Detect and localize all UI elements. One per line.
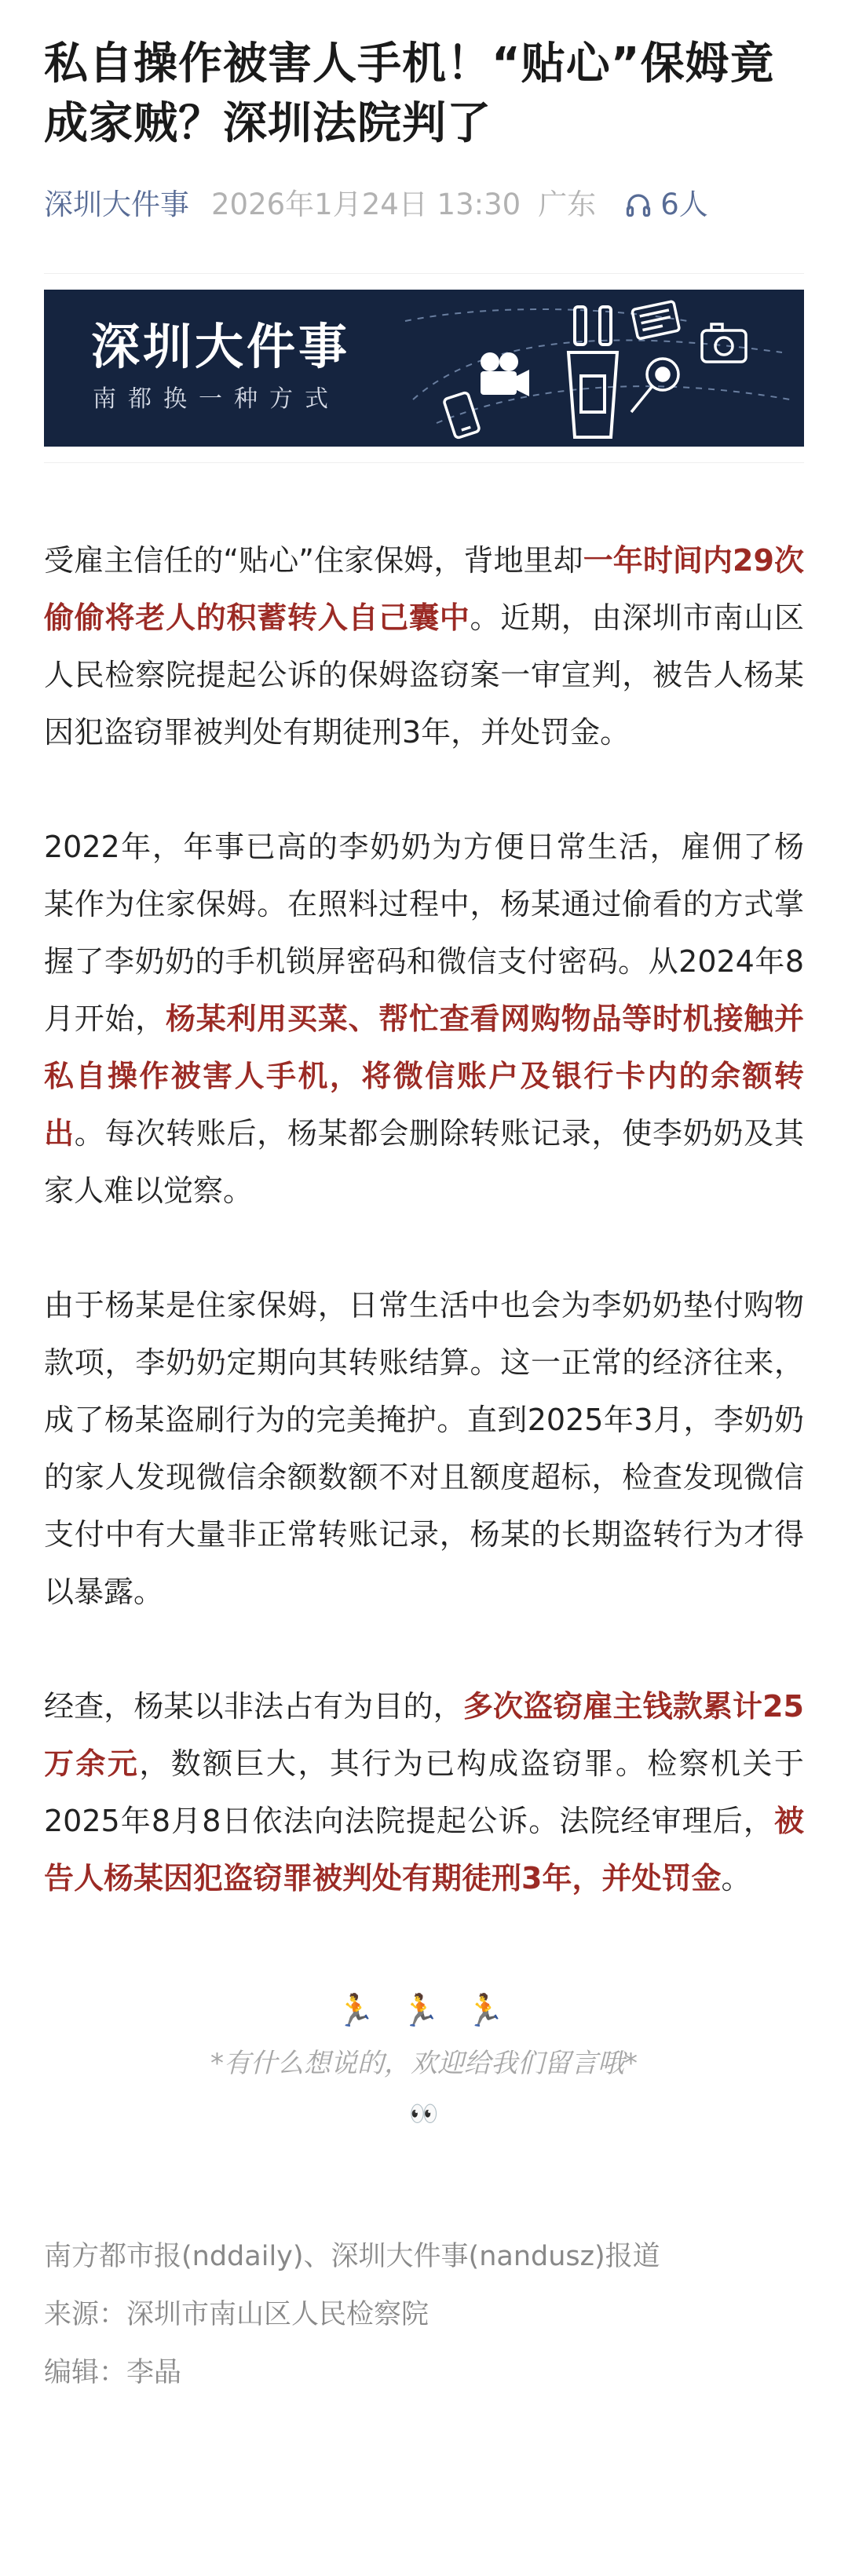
running-emoji-row: 🏃 🏃 🏃 [335,1993,513,2029]
publish-region: 广东 [538,188,597,221]
paragraph-highlight: 杨某利用买菜、帮忙查看网购物品等时机接触并私自操作被害人手机，将微信账户及银行卡内的余额转出 [44,1002,804,1151]
credit-editor: 编辑：李晶 [44,2357,182,2388]
paragraph-text: 由于杨某是住家保姆，日常生活中也会为李奶奶垫付购物款项，李奶奶定期向其转账结算。这一正常的经济往来，成了杨某盗刷行为的完美掩护。直到2025年3月，李奶奶的家人发现微信余额数额不对且额度超标，检查发现微信支付中有大量非正常转账记录，杨某的长期盗转行为才得以暴露。 [44,1288,804,1609]
newspaper-icon [632,301,680,339]
article-title: 私自操作被害人手机！“贴心”保姆竟成家贼？深圳法院判了 [44,38,775,149]
credit-report: 南方都市报(nddaily)、深圳大件事(nandusz)报道 [44,2241,660,2272]
account-name-link[interactable]: 深圳大件事 [44,188,189,221]
publish-datetime: 2026年1月24日 13:30 [211,188,521,221]
paragraph-highlight: 被告人杨某因犯盗窃罪被判处有期徒刑3年，并处罚金 [44,1804,804,1896]
article-meta [44,185,804,224]
microphone-tower-icon [568,307,617,437]
banner-image [44,290,804,447]
paragraph [44,819,804,1220]
paragraph-text: 2022年，年事已高的李奶奶为方便日常生活，雇佣了杨某作为住家保姆。在照料过程中，杨某通过偷看的方式掌握了李奶奶的手机锁屏密码和微信支付密码。从2024年8月开始， [44,830,804,1036]
camera-icon [702,324,746,362]
paragraph-text: ，数额巨大，其行为已构成盗窃罪。检察机关于2025年8月8日依法向法院提起公诉。法院经审理后， [44,1746,804,1838]
paragraph-text: 。近期，由深圳市南山区人民检察院提起公诉的保姆盗窃案一审宣判，被告人杨某因犯盗窃罪被判处有期徒刑3年，并处罚金。 [44,600,804,750]
banner-slogan: 南都换一种方式 [93,385,340,413]
video-camera-icon [481,352,529,396]
article-credits [44,2228,804,2402]
headphones-icon [624,191,652,219]
listeners-count: 6人 [660,188,708,221]
paragraph [44,1277,804,1621]
listen-button[interactable] [624,185,708,224]
paragraph-highlight: 一年时间内29次偷偷将老人的积蓄转入自己囊中 [44,543,805,635]
paragraph-text: 受雇主信任的“贴心”住家保姆，背地里却 [44,543,583,578]
smartphone-icon [444,392,481,438]
paragraph [44,1678,804,1907]
paragraph-text: 。每次转账后，杨某都会删除转账记录，使李奶奶及其家人难以觉察。 [44,1116,804,1208]
banner-brand: 深圳大件事 [91,318,351,375]
comment-hint: *有什么想说的，欢迎给我们留言哦* [210,2048,638,2079]
eyes-emoji: 👀 [409,2100,439,2128]
paragraph-text: 经查，杨某以非法占有为目的， [44,1689,463,1724]
banner-container [44,273,804,463]
paragraph [44,532,804,761]
article-content [44,532,804,1907]
paragraph-highlight: 多次盗窃雇主钱款累计25万余元 [44,1689,804,1781]
microphone-icon [631,359,678,412]
credit-source: 来源：深圳市南山区人民检察院 [44,2299,429,2330]
paragraph-text: 。 [721,1861,751,1896]
